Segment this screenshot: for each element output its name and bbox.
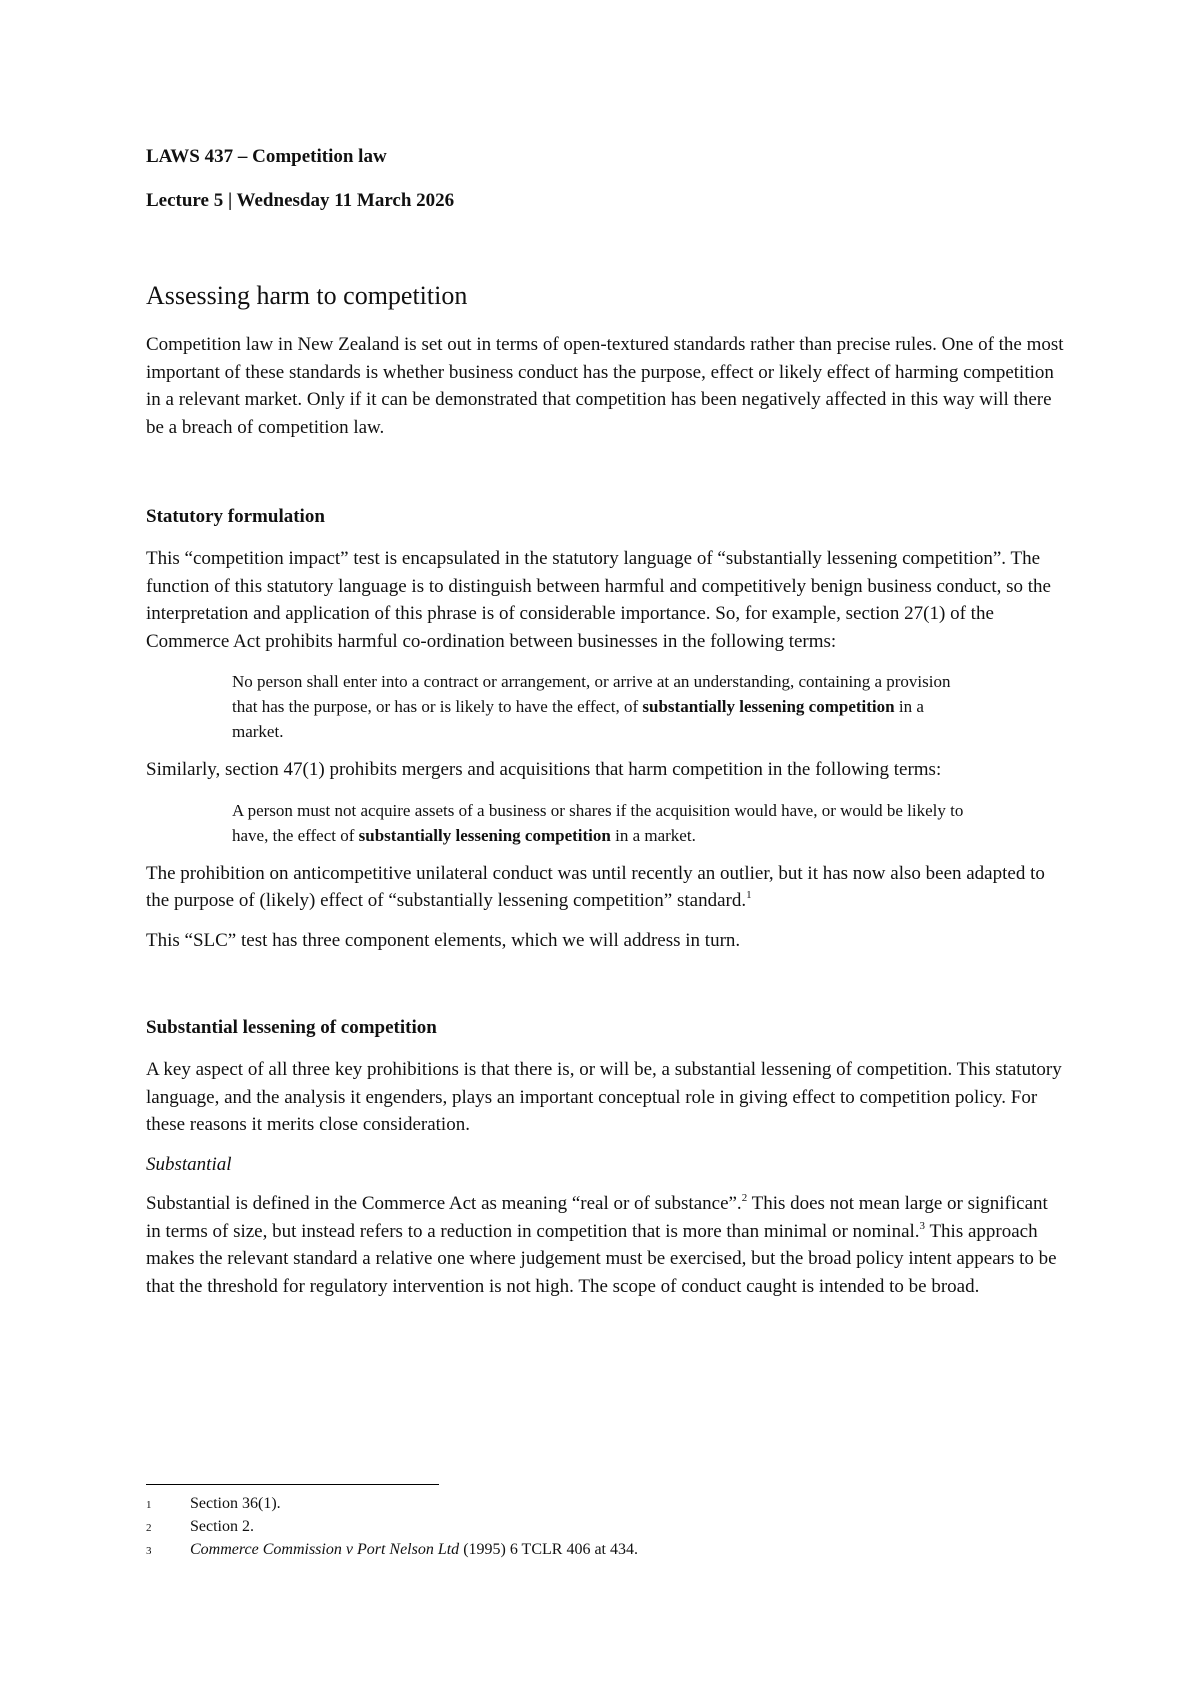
quote-text: A person must not acquire assets of a business or shares if the acquisition would have, or would be likely to have, the effect of xyxy=(232,800,964,845)
footnote-ref[interactable]: 3 xyxy=(919,1219,926,1232)
paragraph-text: Substantial is defined in the Commerce Act as meaning “real or of substance”. xyxy=(146,1193,742,1214)
quote-emphasis: substantially lessening competition xyxy=(358,825,611,845)
footnote-text: Commerce Commission v Port Nelson Ltd (1995) 6 TCLR 406 at 434. xyxy=(190,1541,638,1558)
page-title: Assessing harm to competition xyxy=(146,281,468,310)
footnote-number: 2 xyxy=(146,1522,152,1534)
section-heading-statutory: Statutory formulation xyxy=(146,506,325,527)
substantial-paragraph-1: A key aspect of all three key prohibitions is that there is, or will be, a substantial lessening of competition. This statutory language, and the analysis it engenders, plays an important conceptual role in giving effect to competition policy. For these reasons it merits close consideration. xyxy=(146,1059,1062,1135)
quote-emphasis: substantially lessening competition xyxy=(642,697,895,716)
case-name: Commerce Commission v Port Nelson Ltd xyxy=(190,1541,460,1558)
footnote-text: Section 2. xyxy=(190,1518,254,1535)
section-heading-substantial-lessening: Substantial lessening of competition xyxy=(146,1017,437,1038)
quote-text: No person shall enter into a contract or arrangement, or arrive at an understanding, containing a provision that has the purpose, or has or is likely to have the effect, of xyxy=(232,672,951,716)
footnote-number: 3 xyxy=(146,1545,152,1557)
statutory-paragraph-2: Similarly, section 47(1) prohibits mergers and acquisitions that harm competition in the following terms: xyxy=(146,759,942,780)
intro-paragraph: Competition law in New Zealand is set out in terms of open-textured standards rather than precise rules. One of the most important of these standards is whether business conduct has the purpose, effect or likely effect of harming competition in a relevant market. Only if it can be demonstrated that competition has been negatively affected in this way will there be a breach of competition law. xyxy=(146,334,1064,438)
footnote-ref[interactable]: 2 xyxy=(741,1192,748,1204)
footnotes xyxy=(146,1484,1046,1562)
statutory-paragraph-3 xyxy=(146,860,1066,915)
quote-section-27 xyxy=(232,669,972,744)
quote-text-end: in a market. xyxy=(232,697,924,741)
paragraph-text: This approach makes the relevant standard a relative one where judgement must be exercised, but the broad policy intent appears to be that the threshold for regulatory intervention is not high. The scope of conduct caught is intended to be broad. xyxy=(146,1220,1057,1297)
footnote-ref[interactable]: 1 xyxy=(746,889,752,901)
quote-text-end: in a market. xyxy=(610,825,696,845)
quote-section-47 xyxy=(232,798,972,848)
subheading-substantial: Substantial xyxy=(146,1153,232,1175)
substantial-paragraph-2 xyxy=(146,1190,1066,1300)
footnote-divider xyxy=(146,1484,439,1485)
lecture-info: Lecture 5 | Wednesday 11 March 2026 xyxy=(146,190,455,211)
paragraph-text: This does not mean large or significant in terms of size, but instead refers to a reduction in competition that is more than minimal or nominal. xyxy=(146,1193,1048,1242)
footnote-number: 1 xyxy=(146,1499,152,1511)
document-body xyxy=(146,145,1066,1300)
course-title: LAWS 437 – Competition law xyxy=(146,146,387,167)
paragraph-text: The prohibition on anticompetitive unilateral conduct was until recently an outlier, but it has now also been adapted to the purpose of (likely) effect of “substantially lessening competition” standard. xyxy=(146,862,1045,911)
footnote-item xyxy=(146,1516,1046,1539)
footnote-item xyxy=(146,1493,1046,1516)
statutory-paragraph-1: This “competition impact” test is encapsulated in the statutory language of “substantially lessening competition”. The function of this statutory language is to distinguish between harmful and competitively benign business conduct, so the interpretation and application of this phrase is of considerable importance. So, for example, section 27(1) of the Commerce Act prohibits harmful co-ordination between businesses in the following terms: xyxy=(146,548,1051,652)
statutory-paragraph-4: This “SLC” test has three component elements, which we will address in turn. xyxy=(146,929,741,951)
footnote-item xyxy=(146,1539,1046,1562)
footnote-text: Section 36(1). xyxy=(190,1495,281,1512)
